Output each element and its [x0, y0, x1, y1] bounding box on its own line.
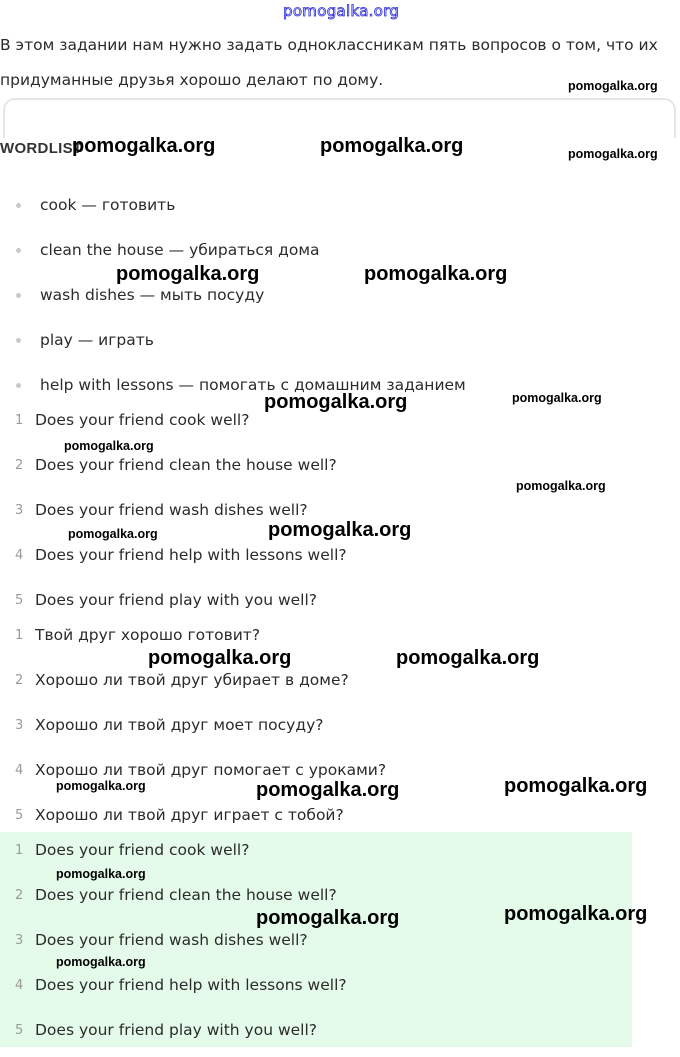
bullet-icon [16, 293, 21, 298]
wordlist-entry: play — играть [40, 331, 154, 349]
watermark: pomogalka.org [56, 779, 146, 793]
question-text: Does your friend help with lessons well? [35, 976, 347, 994]
wordlist-entry: cook — готовить [40, 196, 176, 214]
item-number: 3 [15, 933, 24, 948]
bullet-icon [16, 203, 21, 208]
question-text: Хорошо ли твой друг убирает в доме? [35, 671, 349, 689]
watermark: pomogalka.org [68, 527, 158, 541]
question-text: Does your friend cook well? [35, 841, 250, 859]
watermark: pomogalka.org [256, 779, 400, 801]
bullet-icon [16, 248, 21, 253]
question-text: Does your friend wash dishes well? [35, 501, 308, 519]
item-number: 3 [15, 718, 24, 733]
bullet-icon [16, 338, 21, 343]
item-number: 1 [15, 843, 24, 858]
item-number: 2 [15, 673, 24, 688]
watermark: pomogalka.org [396, 647, 540, 669]
question-text: Хорошо ли твой друг помогает с уроками? [35, 761, 387, 779]
watermark: pomogalka.org [148, 647, 292, 669]
watermark: pomogalka.org [64, 439, 154, 453]
watermark: pomogalka.org [512, 391, 602, 405]
wordlist-heading: WORDLIST [0, 140, 83, 157]
question-text: Does your friend cook well? [35, 411, 250, 429]
question-text: Does your friend play with you well? [35, 1021, 318, 1039]
item-number: 3 [15, 503, 24, 518]
watermark: pomogalka.org [56, 867, 146, 881]
watermark: pomogalka.org [504, 903, 648, 925]
question-text: Does your friend help with lessons well? [35, 546, 347, 564]
watermark: pomogalka.org [264, 391, 408, 413]
item-number: 1 [15, 413, 24, 428]
item-number: 4 [15, 548, 24, 563]
watermark: pomogalka.org [568, 79, 658, 93]
item-number: 5 [15, 1023, 24, 1038]
watermark: pomogalka.org [268, 519, 412, 541]
question-text: Does your friend wash dishes well? [35, 931, 308, 949]
item-number: 1 [15, 628, 24, 643]
item-number: 2 [15, 458, 24, 473]
watermark: pomogalka.org [256, 907, 400, 929]
card-border [3, 98, 676, 138]
bullet-icon [16, 383, 21, 388]
wordlist-entry: clean the house — убираться дома [40, 241, 320, 259]
item-number: 2 [15, 888, 24, 903]
wordlist-entry: wash dishes — мыть посуду [40, 286, 265, 304]
wordlist-entry: help with lessons — помогать с домашним заданием [40, 376, 466, 394]
site-watermark-top: pomogalka.org [283, 2, 400, 20]
intro-paragraph: В этом задании нам нужно задать одноклассникам пять вопросов о том, что их придуманные друзья хорошо делают по дому. [0, 36, 658, 89]
question-text: Твой друг хорошо готовит? [35, 626, 261, 644]
watermark: pomogalka.org [504, 775, 648, 797]
watermark: pomogalka.org [364, 263, 508, 285]
question-text: Хорошо ли твой друг играет с тобой? [35, 806, 344, 824]
question-text: Хорошо ли твой друг моет посуду? [35, 716, 324, 734]
watermark: pomogalka.org [516, 479, 606, 493]
question-text: Does your friend play with you well? [35, 591, 318, 609]
watermark: pomogalka.org [116, 263, 260, 285]
question-text: Does your friend clean the house well? [35, 886, 337, 904]
item-number: 4 [15, 763, 24, 778]
watermark: pomogalka.org [568, 147, 658, 161]
watermark: pomogalka.org [72, 135, 216, 157]
item-number: 5 [15, 808, 24, 823]
item-number: 5 [15, 593, 24, 608]
watermark: pomogalka.org [320, 135, 464, 157]
watermark: pomogalka.org [56, 955, 146, 969]
item-number: 4 [15, 978, 24, 993]
question-text: Does your friend clean the house well? [35, 456, 337, 474]
